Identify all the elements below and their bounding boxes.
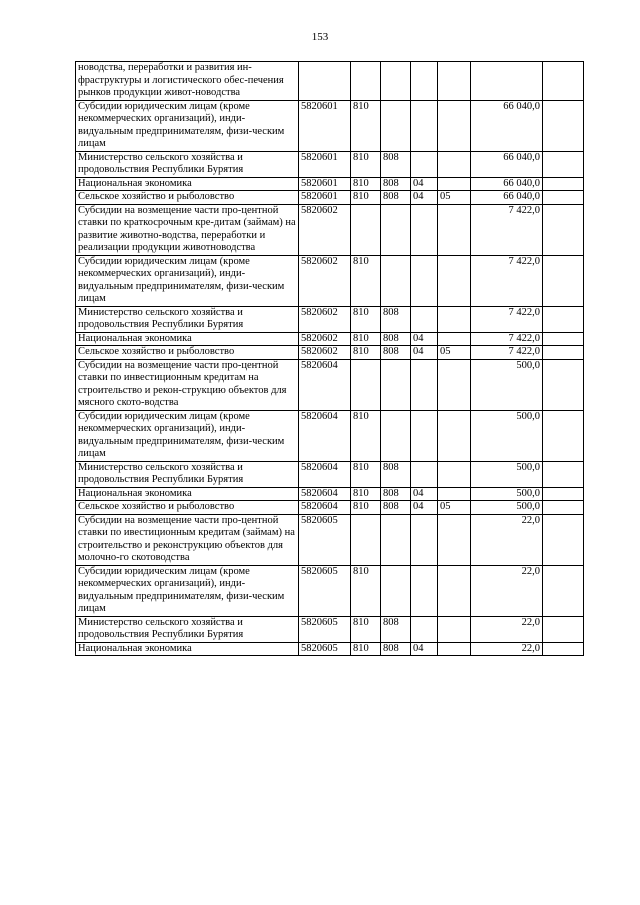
empty-extra-cell: [543, 100, 584, 151]
ministry-code-cell: 808: [381, 616, 411, 642]
section-cell: 04: [411, 177, 438, 191]
empty-extra-cell: [543, 62, 584, 101]
section-cell: 04: [411, 487, 438, 501]
amount-cell: 7 422,0: [471, 204, 543, 255]
row-name-cell: Субсидии юридическим лицам (кроме некоммерческих организаций), инди-видуальным предпринимателям, физи-ческим лицам: [76, 255, 299, 306]
subsection-cell: [438, 514, 471, 565]
page-number: 153: [311, 31, 329, 43]
expense-type-cell: 810: [351, 487, 381, 501]
amount-cell: 500,0: [471, 487, 543, 501]
row-name-cell: Субсидии юридическим лицам (кроме некоммерческих организаций), инди-видуальным предпринимателям, физи-ческим лицам: [76, 410, 299, 461]
target-code-cell: 5820602: [299, 306, 351, 332]
section-cell: [411, 62, 438, 101]
target-code-cell: 5820602: [299, 204, 351, 255]
empty-extra-cell: [543, 514, 584, 565]
row-name-cell: Субсидии юридическим лицам (кроме некоммерческих организаций), инди-видуальным предпринимателям, физи-ческим лицам: [76, 565, 299, 616]
expense-type-cell: 810: [351, 100, 381, 151]
section-cell: [411, 616, 438, 642]
expense-type-cell: 810: [351, 332, 381, 346]
table-row: [76, 642, 584, 656]
row-name-cell: Субсидии юридическим лицам (кроме некоммерческих организаций), инди-видуальным предпринимателям, физи-ческим лицам: [76, 100, 299, 151]
target-code-cell: 5820602: [299, 255, 351, 306]
subsection-cell: [438, 410, 471, 461]
budget-table: [75, 61, 584, 656]
section-cell: [411, 410, 438, 461]
amount-cell: 66 040,0: [471, 177, 543, 191]
amount-cell: 500,0: [471, 461, 543, 487]
expense-type-cell: 810: [351, 565, 381, 616]
subsection-cell: [438, 62, 471, 101]
amount-cell: 66 040,0: [471, 100, 543, 151]
table-row: [76, 100, 584, 151]
amount-cell: 7 422,0: [471, 306, 543, 332]
ministry-code-cell: 808: [381, 306, 411, 332]
amount-cell: 7 422,0: [471, 332, 543, 346]
ministry-code-cell: [381, 410, 411, 461]
expense-type-cell: 810: [351, 461, 381, 487]
amount-cell: 500,0: [471, 359, 543, 410]
table-row: [76, 62, 584, 101]
target-code-cell: 5820601: [299, 191, 351, 205]
target-code-cell: 5820602: [299, 346, 351, 360]
expense-type-cell: [351, 359, 381, 410]
subsection-cell: [438, 332, 471, 346]
empty-extra-cell: [543, 177, 584, 191]
target-code-cell: 5820604: [299, 410, 351, 461]
target-code-cell: 5820601: [299, 151, 351, 177]
empty-extra-cell: [543, 642, 584, 656]
subsection-cell: [438, 177, 471, 191]
ministry-code-cell: 808: [381, 191, 411, 205]
row-name-cell: Министерство сельского хозяйства и продовольствия Республики Бурятия: [76, 616, 299, 642]
amount-cell: 22,0: [471, 514, 543, 565]
empty-extra-cell: [543, 346, 584, 360]
target-code-cell: 5820605: [299, 642, 351, 656]
target-code-cell: 5820604: [299, 501, 351, 515]
row-name-cell: Министерство сельского хозяйства и продовольствия Республики Бурятия: [76, 151, 299, 177]
table-row: [76, 487, 584, 501]
subsection-cell: [438, 487, 471, 501]
expense-type-cell: [351, 204, 381, 255]
ministry-code-cell: [381, 565, 411, 616]
section-cell: 04: [411, 191, 438, 205]
row-name-cell: Министерство сельского хозяйства и продовольствия Республики Бурятия: [76, 461, 299, 487]
table-row: [76, 191, 584, 205]
subsection-cell: [438, 616, 471, 642]
table-row: [76, 332, 584, 346]
table-row: [76, 306, 584, 332]
amount-cell: 66 040,0: [471, 151, 543, 177]
target-code-cell: 5820604: [299, 487, 351, 501]
row-name-cell: новодства, переработки и развития ин-фраструктуры и логистического обес-печения рынков продукции живот-новодства: [76, 62, 299, 101]
amount-cell: 66 040,0: [471, 191, 543, 205]
amount-cell: 500,0: [471, 410, 543, 461]
ministry-code-cell: 808: [381, 642, 411, 656]
subsection-cell: [438, 151, 471, 177]
expense-type-cell: 810: [351, 151, 381, 177]
row-name-cell: Национальная экономика: [76, 177, 299, 191]
empty-extra-cell: [543, 359, 584, 410]
empty-extra-cell: [543, 191, 584, 205]
amount-cell: [471, 62, 543, 101]
ministry-code-cell: [381, 514, 411, 565]
empty-extra-cell: [543, 255, 584, 306]
empty-extra-cell: [543, 487, 584, 501]
subsection-cell: [438, 565, 471, 616]
expense-type-cell: 810: [351, 177, 381, 191]
target-code-cell: 5820604: [299, 359, 351, 410]
expense-type-cell: 810: [351, 410, 381, 461]
ministry-code-cell: 808: [381, 487, 411, 501]
row-name-cell: Субсидии на возмещение части про-центной ставки по ивестиционным кредитам (займам) на строительство и реконструкцию объектов для молочно-го скотоводства: [76, 514, 299, 565]
expense-type-cell: 810: [351, 191, 381, 205]
table-row: [76, 359, 584, 410]
row-name-cell: Субсидии на возмещение части про-центной ставки по инвестиционным кредитам на строительство и рекон-струкцию объектов для мясного ското-водства: [76, 359, 299, 410]
section-cell: [411, 461, 438, 487]
table-row: [76, 616, 584, 642]
ministry-code-cell: 808: [381, 461, 411, 487]
expense-type-cell: 810: [351, 306, 381, 332]
row-name-cell: Национальная экономика: [76, 642, 299, 656]
target-code-cell: 5820605: [299, 616, 351, 642]
ministry-code-cell: [381, 62, 411, 101]
expense-type-cell: [351, 514, 381, 565]
table-row: [76, 204, 584, 255]
table-row: [76, 514, 584, 565]
ministry-code-cell: [381, 100, 411, 151]
amount-cell: 22,0: [471, 565, 543, 616]
empty-extra-cell: [543, 565, 584, 616]
ministry-code-cell: [381, 359, 411, 410]
table-row: [76, 565, 584, 616]
section-cell: [411, 100, 438, 151]
amount-cell: 500,0: [471, 501, 543, 515]
section-cell: [411, 151, 438, 177]
target-code-cell: 5820601: [299, 100, 351, 151]
empty-extra-cell: [543, 616, 584, 642]
section-cell: 04: [411, 501, 438, 515]
subsection-cell: [438, 255, 471, 306]
table-row: [76, 151, 584, 177]
amount-cell: 22,0: [471, 642, 543, 656]
section-cell: [411, 565, 438, 616]
section-cell: [411, 204, 438, 255]
target-code-cell: [299, 62, 351, 101]
table-row: [76, 461, 584, 487]
section-cell: [411, 255, 438, 306]
empty-extra-cell: [543, 461, 584, 487]
row-name-cell: Министерство сельского хозяйства и продовольствия Республики Бурятия: [76, 306, 299, 332]
expense-type-cell: 810: [351, 255, 381, 306]
expense-type-cell: 810: [351, 501, 381, 515]
row-name-cell: Национальная экономика: [76, 332, 299, 346]
row-name-cell: Сельское хозяйство и рыболовство: [76, 501, 299, 515]
ministry-code-cell: 808: [381, 346, 411, 360]
ministry-code-cell: 808: [381, 501, 411, 515]
empty-extra-cell: [543, 204, 584, 255]
expense-type-cell: [351, 62, 381, 101]
target-code-cell: 5820601: [299, 177, 351, 191]
target-code-cell: 5820602: [299, 332, 351, 346]
row-name-cell: Субсидии на возмещение части про-центной ставки по краткосрочным кре-дитам (займам) на развитие животно-водства, переработки и реализации продукции животноводства: [76, 204, 299, 255]
subsection-cell: [438, 100, 471, 151]
row-name-cell: Национальная экономика: [76, 487, 299, 501]
subsection-cell: 05: [438, 501, 471, 515]
expense-type-cell: 810: [351, 616, 381, 642]
ministry-code-cell: [381, 255, 411, 306]
amount-cell: 7 422,0: [471, 255, 543, 306]
section-cell: 04: [411, 642, 438, 656]
ministry-code-cell: [381, 204, 411, 255]
ministry-code-cell: 808: [381, 151, 411, 177]
table-row: [76, 501, 584, 515]
subsection-cell: [438, 642, 471, 656]
section-cell: [411, 514, 438, 565]
empty-extra-cell: [543, 151, 584, 177]
section-cell: 04: [411, 346, 438, 360]
subsection-cell: 05: [438, 191, 471, 205]
section-cell: [411, 359, 438, 410]
ministry-code-cell: 808: [381, 332, 411, 346]
table-row: [76, 410, 584, 461]
row-name-cell: Сельское хозяйство и рыболовство: [76, 346, 299, 360]
row-name-cell: Сельское хозяйство и рыболовство: [76, 191, 299, 205]
amount-cell: 7 422,0: [471, 346, 543, 360]
ministry-code-cell: 808: [381, 177, 411, 191]
subsection-cell: [438, 306, 471, 332]
empty-extra-cell: [543, 410, 584, 461]
table-row: [76, 346, 584, 360]
target-code-cell: 5820605: [299, 565, 351, 616]
target-code-cell: 5820604: [299, 461, 351, 487]
expense-type-cell: 810: [351, 346, 381, 360]
subsection-cell: [438, 204, 471, 255]
section-cell: [411, 306, 438, 332]
empty-extra-cell: [543, 501, 584, 515]
subsection-cell: 05: [438, 346, 471, 360]
table-row: [76, 177, 584, 191]
subsection-cell: [438, 359, 471, 410]
empty-extra-cell: [543, 332, 584, 346]
empty-extra-cell: [543, 306, 584, 332]
target-code-cell: 5820605: [299, 514, 351, 565]
amount-cell: 22,0: [471, 616, 543, 642]
subsection-cell: [438, 461, 471, 487]
table-row: [76, 255, 584, 306]
expense-type-cell: 810: [351, 642, 381, 656]
section-cell: 04: [411, 332, 438, 346]
